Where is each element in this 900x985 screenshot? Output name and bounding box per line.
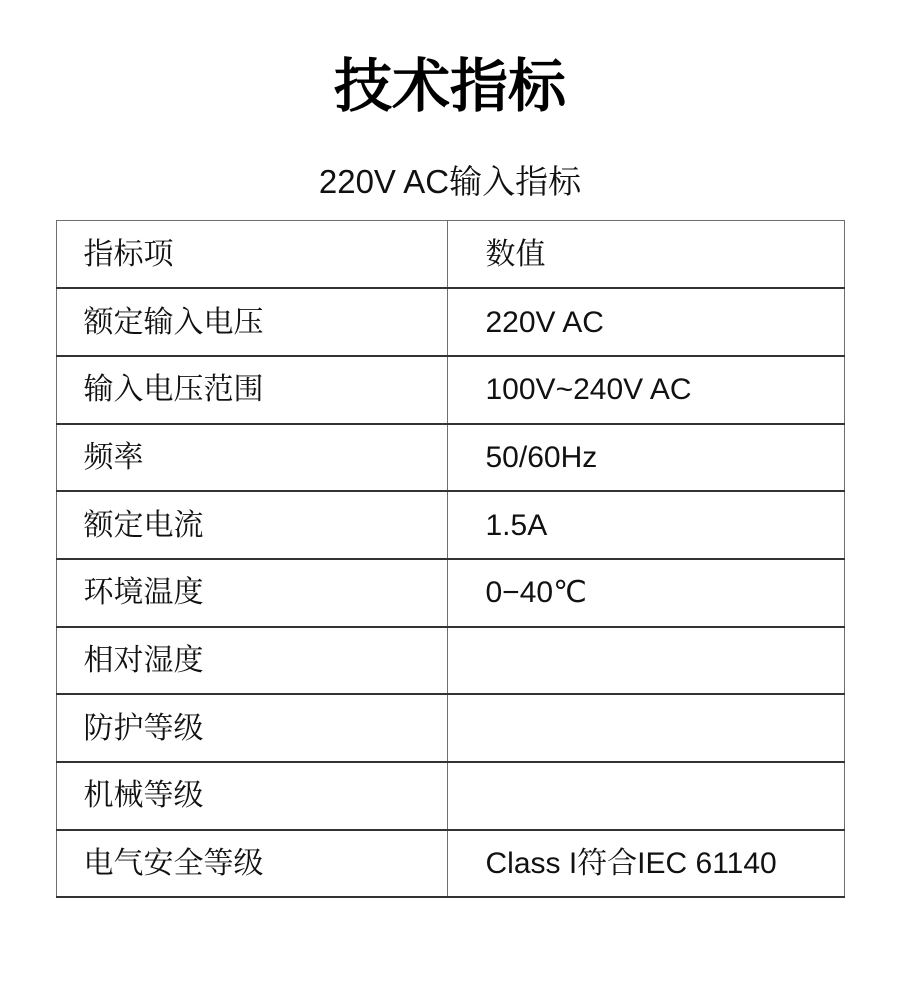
spec-name-cell: 输入电压范围 [56, 356, 447, 424]
spec-value-cell: 0−40℃ [485, 576, 587, 610]
table-row [56, 288, 844, 356]
spec-value-cell: 1.5A [485, 508, 548, 542]
spec-name-cell: 机械等级 [56, 762, 447, 830]
table-row [56, 830, 844, 898]
table-row [56, 424, 844, 492]
spec-name-cell: 频率 [56, 424, 447, 492]
spec-value-cell [447, 627, 844, 695]
spec-value-cell: 50/60Hz [485, 440, 598, 474]
spec-name-cell: 额定输入电压 [56, 288, 447, 356]
column-header-item: 指标项 [56, 221, 447, 289]
specs-table [56, 220, 845, 898]
table-row [56, 694, 844, 762]
table-row [56, 356, 844, 424]
table-row [56, 627, 844, 695]
column-header-value: 数值 [485, 237, 546, 271]
spec-name-cell: 额定电流 [56, 491, 447, 559]
spec-name-cell: 电气安全等级 [56, 830, 447, 898]
spec-name-cell: 防护等级 [56, 694, 447, 762]
page-title: 技术指标 [333, 54, 566, 119]
table-header-row [56, 221, 844, 289]
spec-value-cell [447, 762, 844, 830]
spec-value-cell: Class I符合IEC 61140 [485, 847, 777, 881]
spec-name-cell: 相对湿度 [56, 627, 447, 695]
table-row [56, 559, 844, 627]
spec-value-cell [447, 694, 844, 762]
table-row [56, 762, 844, 830]
table-row [56, 491, 844, 559]
spec-value-cell: 220V AC [485, 305, 604, 339]
spec-name-cell: 环境温度 [56, 559, 447, 627]
spec-value-cell: 100V~240V AC [485, 373, 692, 407]
section-subtitle: 220V AC输入指标 [318, 163, 582, 200]
